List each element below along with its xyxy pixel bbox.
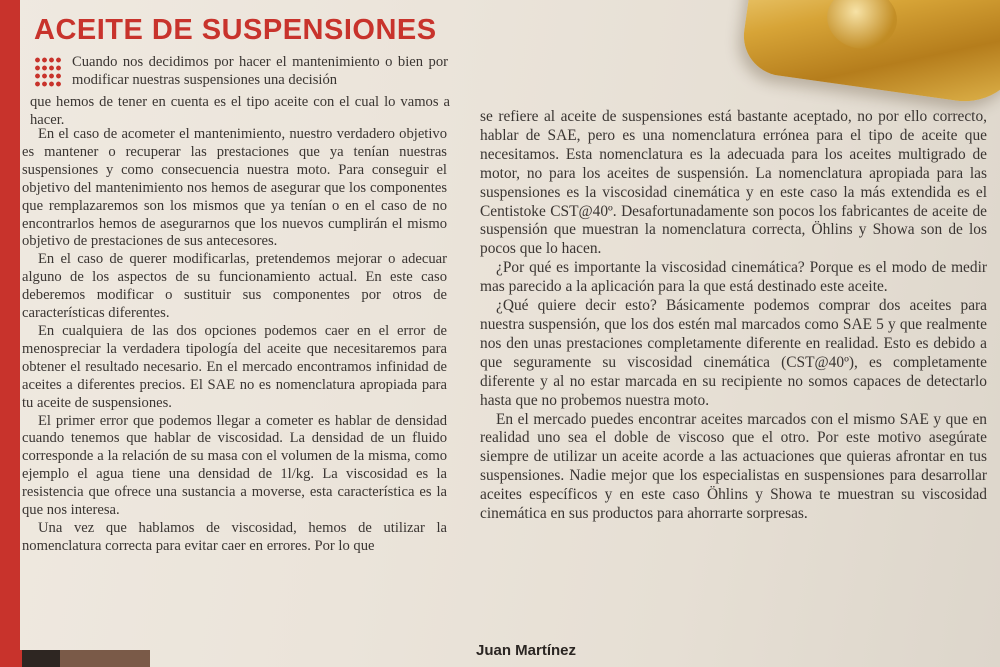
left-paragraph: El primer error que podemos llegar a cometer es hablar de densidad cuando tenemos que hablar de viscosidad. La densidad de un fluido corresponde a la relación de su masa con el volumen de la misma, como ejemplo el agua tiene una densidad de 1l/kg. La viscosidad es la resistencia que ofrece una sustancia a moverse, esta característica es la que nos interesa. xyxy=(22,412,447,519)
intro-continuation xyxy=(30,94,450,130)
intro-paragraph xyxy=(72,54,448,90)
right-column xyxy=(480,108,987,524)
dots-ornament-icon xyxy=(34,56,62,88)
intro-line-2: que hemos de tener en cuenta es el tipo aceite con el cual lo vamos a hacer. xyxy=(30,94,450,128)
intro-line-1: Cuando nos decidimos por hacer el mantenimiento o bien por modificar nuestras suspensiones una decisión xyxy=(72,54,448,88)
oil-can-photo xyxy=(739,0,1000,109)
right-paragraph: ¿Qué quiere decir esto? Básicamente podemos comprar dos aceites para nuestra suspensión, que los dos estén mal marcados como SAE 5 y que realmente nos den unas prestaciones completamente diferente en realidad. Esto es debido a que seguramente su viscosidad cinemática (CST@40º), es completamente diferente y al no estar marcada en su recipiente no somos capaces de detectarlo hasta que no probemos nuestra moto. xyxy=(480,297,987,409)
left-paragraph: En cualquiera de las dos opciones podemos caer en el error de menospreciar la verdadera tipología del aceite que necesitaremos para obtener el resultado necesario. En el mercado encontramos infinidad de aceites a diferentes precios. El SAE no es nomenclatura apropiada para tu aceite de suspensiones. xyxy=(22,322,447,411)
author-signature: Juan Martínez xyxy=(476,642,577,659)
right-paragraph: ¿Por qué es importante la viscosidad cinemática? Porque es el modo de medir mas parecido a la aplicación para la que está destinado este aceite. xyxy=(480,259,987,296)
right-paragraph: se refiere al aceite de suspensiones está bastante aceptado, no por ello correcto, hablar de SAE, pero es una nomenclatura errónea para el tipo de aceite que necesitamos. Esta nomenclatura es la adecuada para los aceites multigrado de motor, no para los aceites de suspensión. La nomenclatura apropiada para las suspensiones es la viscosidad cinemática y en este caso la más extendida es el Centistoke CST@40º. Desafortunadamente son pocos los fabricantes de aceite de suspensión que muestran la nomenclatura correcta, Öhlins y Showa son de los pocos que lo hacen. xyxy=(480,108,987,258)
left-paragraph: Una vez que hablamos de viscosidad, hemos de utilizar la nomenclatura correcta para evitar caer en errores. Por lo que xyxy=(22,519,447,554)
bottom-image-strip xyxy=(0,650,150,667)
can-rim xyxy=(823,0,901,53)
red-margin-bar xyxy=(0,0,20,667)
left-paragraph: En el caso de querer modificarlas, pretendemos mejorar o adecuar alguno de los aspectos de su funcionamiento actual. En este caso deberemos modificar o sustituir sus componentes por otros de características diferentes. xyxy=(22,251,447,322)
left-paragraph: En el caso de acometer el mantenimiento, nuestro verdadero objetivo es mantener o recuperar las prestaciones que ya tenían nuestras suspensiones y como consecuencia nuestra moto. Para conseguir el objetivo del mantenimiento nos hemos de asegurar que los componentes que remplazaremos son los mismos que ya tenían o en el caso de no encontrarlos hemos de asegurarnos que los nuevos cumplirán el mismo objetivo de prestaciones de sus antecesores. xyxy=(22,126,447,250)
article-title: ACEITE DE SUSPENSIONES xyxy=(34,14,437,46)
right-paragraph: En el mercado puedes encontrar aceites marcados con el mismo SAE y que en realidad uno sea el doble de viscoso que el otro. Por este motivo asegúrate siempre de utilizar un aceite acorde a las actuaciones que quieras afrontar en tus suspensiones. Nadie mejor que los especialistas en suspensiones para desarrollar aceites específicos y en este caso Öhlins y Showa te muestran su viscosidad cinemática en sus productos para ahorrarte sorpresas. xyxy=(480,410,987,523)
left-column xyxy=(22,126,447,556)
